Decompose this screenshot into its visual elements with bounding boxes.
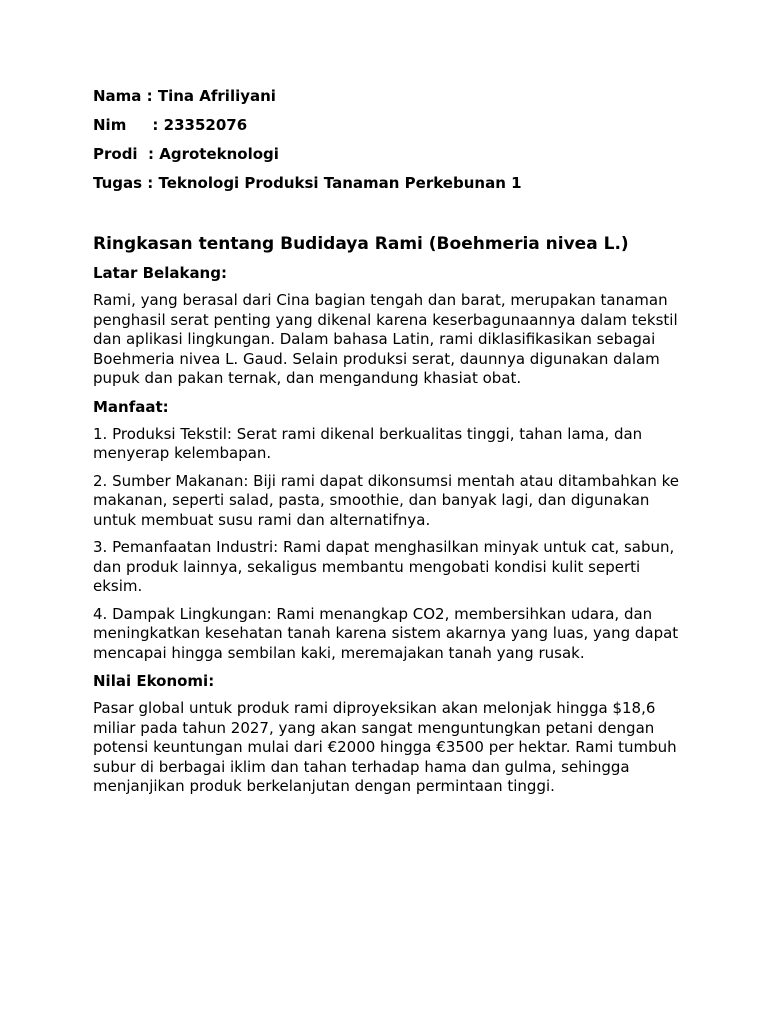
student-number: Nim : 23352076 bbox=[93, 116, 248, 134]
student-identity-block bbox=[93, 87, 693, 203]
benefit-item-food: 2. Sumber Makanan: Biji rami dapat dikonsumsi mentah atau ditambahkan ke makanan, seperti salad, pasta, smoothie, dan banyak lagi, dan digunakan untuk membuat susu rami dan alternatifnya. bbox=[93, 471, 680, 529]
background-heading: Latar Belakang: bbox=[93, 264, 227, 282]
benefit-item-textile: 1. Produksi Tekstil: Serat rami dikenal berkualitas tinggi, tahan lama, dan menyerap kelembapan. bbox=[93, 424, 643, 462]
benefit-item-industry: 3. Pemanfaatan Industri: Rami dapat menghasilkan minyak untuk cat, sabun, dan produk lainnya, sekaligus membantu mengobati kondisi kulit seperti eksim. bbox=[93, 538, 675, 595]
document-title: Ringkasan tentang Budidaya Rami (Boehmeria nivea L.) bbox=[93, 234, 629, 254]
economic-value-heading: Nilai Ekonomi: bbox=[93, 672, 215, 690]
benefit-item-environment: 4. Dampak Lingkungan: Rami menangkap CO2, membersihkan udara, dan meningkatkan kesehatan tanah karena sistem akarnya yang luas, yang dapat mencapai hingga sembilan kaki, meremajakan tanah yang rusak. bbox=[93, 604, 679, 662]
student-name: Nama : Tina Afriliyani bbox=[93, 87, 276, 105]
background-paragraph: Rami, yang berasal dari Cina bagian tengah dan barat, merupakan tanaman penghasil serat penting yang dikenal karena keserbagunaannya dalam tekstil dan aplikasi lingkungan. Dalam bahasa Latin, rami diklasifikasikan sebagai Boehmeria nivea L. Gaud. Selain produksi serat, daunnya digunakan dalam pupuk dan pakan ternak, dan mengandung khasiat obat. bbox=[93, 291, 678, 387]
document-body bbox=[93, 233, 683, 805]
benefits-heading: Manfaat: bbox=[93, 397, 169, 416]
assignment: Tugas : Teknologi Produksi Tanaman Perkebunan 1 bbox=[93, 174, 522, 192]
study-program: Prodi : Agroteknologi bbox=[93, 145, 279, 163]
economic-value-paragraph: Pasar global untuk produk rami diproyeksikan akan melonjak hingga $18,6 miliar pada tahun 2027, yang akan sangat menguntungkan petani dengan potensi keuntungan mulai dari €2000 hingga €3500 per hektar. Rami tumbuh subur di berbagai iklim dan tahan terhadap hama dan gulma, sehingga menjanjikan produk berkelanjutan dengan permintaan tinggi. bbox=[93, 699, 677, 795]
